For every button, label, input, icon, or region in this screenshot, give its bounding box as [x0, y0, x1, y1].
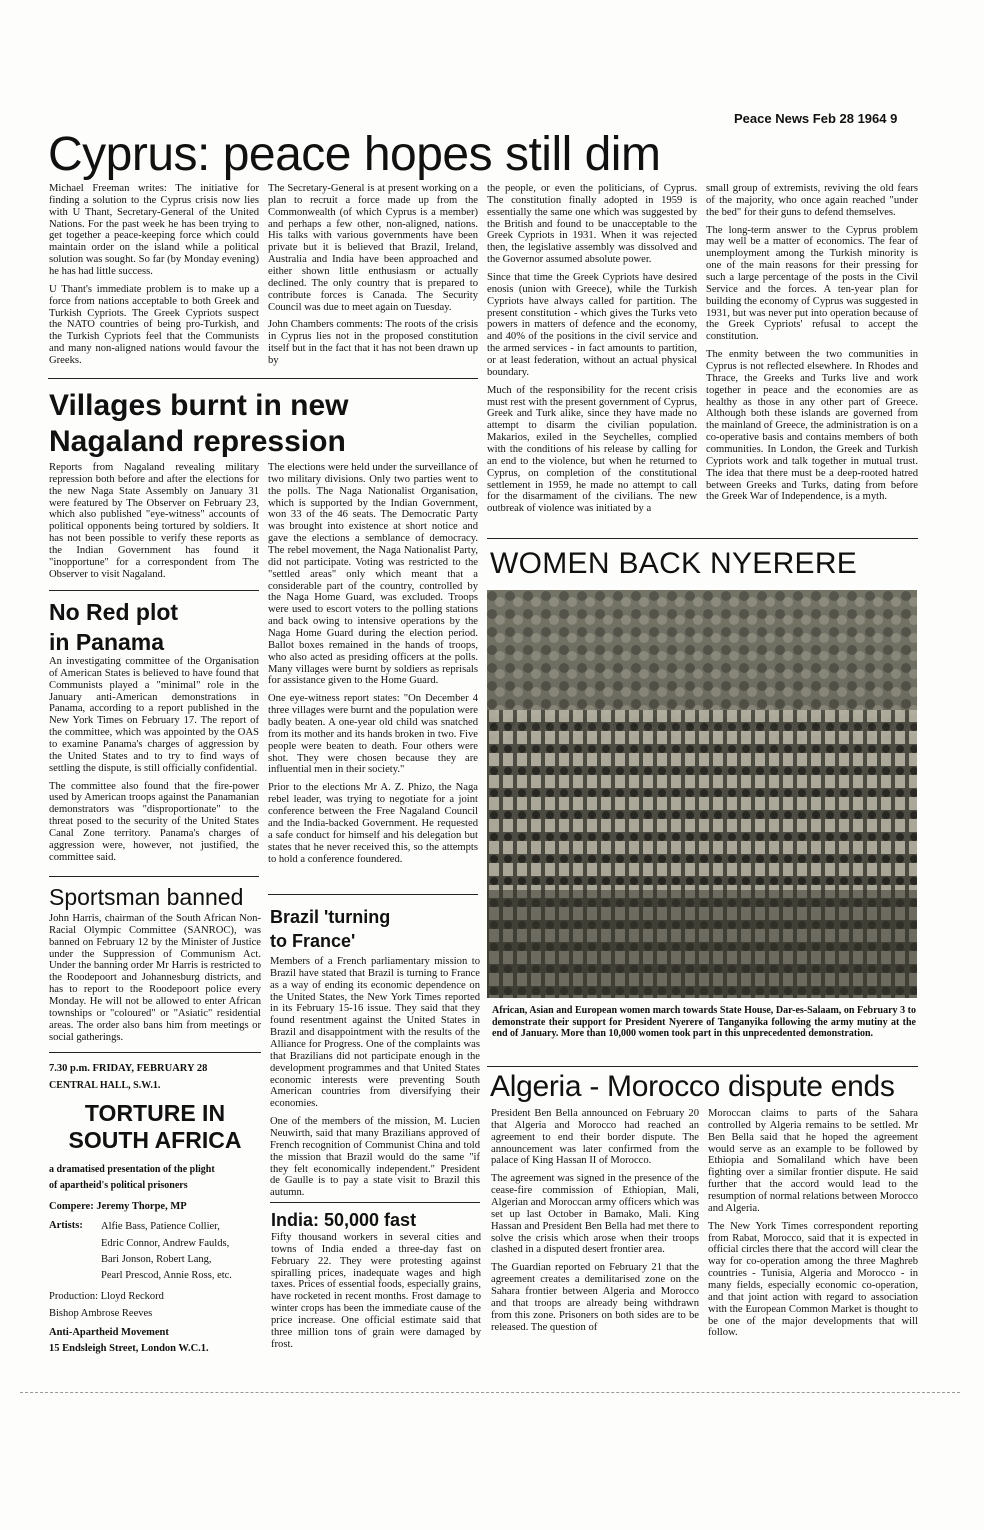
paragraph: John Harris, chairman of the South African Non-Racial Olympic Committee (SANROC), was banned on February 12 by the Minister of Justice under the Suppression of Communism Act. Under the banning order Mr Harris is restricted to the Roodepoort and Johannesburg districts, and has to report to the Roodepoort police every Monday. He will not be allowed to enter African townships or "coloured" or "Asiatic" residential areas. The order also bans him from meetings or social gatherings. — [49, 913, 261, 1043]
paragraph: Reports from Nagaland revealing military repression both before and after the elections for the new Naga State Assembly on January 31 were featured by The Observer on February 23, which also published "eye-witness" accounts of political opponents being tortured by soldiers. It has not been possible to verify these reports as the Indian Government has found it "inopportune" for a correspondent from The Observer to visit Nagaland. — [49, 462, 259, 580]
divider — [268, 894, 478, 895]
nagaland-headline — [49, 388, 349, 460]
event-description-1: a dramatised presentation of the plight — [49, 1163, 215, 1175]
brazil-headline — [270, 905, 390, 954]
paragraph: The elections were held under the surveillance of two military divisions. Only two parties went to the polls. The Naga Nationalist Organisation, which is supported by the Indian Government, won 33 of the 46 seats. The Democratic Party was brought into existence at short notice and gave the elections a semblance of democracy. The rebel movement, the Naga Nationalist Party, did not participate. Voting was restricted to the "settled areas" only which meant that a considerable part of the country, controlled by the Naga Home Guard, was excluded. Troops were used to escort voters to the polling stations and back owing to intensive operations by the Naga Home Guard during the election period. Ballot boxes remained in the hands of troops, who also acted as presiding officers at the polls. Many villages were burnt by soldiers as reprisals for assistance given to the Home Guard. — [268, 462, 478, 687]
panama-headline-line-1: No Red plot — [49, 599, 179, 625]
artist-line: Alfie Bass, Patience Collier, — [101, 1221, 220, 1233]
compere-label: Compere: — [49, 1200, 94, 1212]
paragraph: The committee also found that the fire-power used by American troops against the Panamanian demonstrators was "disproportionate" to the threat posed to the security of the United States Canal Zone territory. Panama's charges of aggression were, however, not justified, the committee said. — [49, 780, 259, 863]
paragraph: The long-term answer to the Cyprus problem may well be a matter of economics. The fear of unemployment among the Turkish minority is one of the main reasons for their pressing for such a large percentage of the posts in the Civil Service and the forces. A ten-year plan for building the economy of Cyprus was suggested in 1931, but was never put into operation because of the Greek Cypriots' refusal to accept the constitution. — [706, 224, 918, 343]
demonstration-photo — [487, 590, 917, 998]
divider — [49, 876, 259, 877]
compere-name: Jeremy Thorpe, MP — [96, 1200, 187, 1212]
event-bishop: Bishop Ambrose Reeves — [49, 1307, 153, 1319]
event-venue: CENTRAL HALL, S.W.1. — [49, 1079, 161, 1091]
paragraph: An investigating committee of the Organisation of American States is believed to have found that Communists played a "minimal" role in the January anti-American demonstrations in Panama, according to a report published in the New York Times on February 17. The report of the committee, which was appointed by the OAS to examine Panama's charges of aggression by the United States and to try to find ways of settling the dispute, is still officially confidential. — [49, 656, 259, 774]
artist-line: Bari Jonson, Robert Lang, — [101, 1253, 212, 1265]
sportsman-headline: Sportsman banned — [49, 884, 244, 910]
brazil-headline-line-2: to France' — [270, 931, 356, 952]
algeria-column-1 — [491, 1108, 699, 1345]
paragraph: President Ben Bella announced on February 20 that Algeria and Morocco had reached an agreement to end their border dispute. The announcement was later confirmed from the palace of King Hassan II of Morocco. — [491, 1108, 699, 1167]
algeria-headline: Algeria - Morocco dispute ends — [490, 1070, 895, 1103]
paragraph: Much of the responsibility for the recent crisis must rest with the present government of Cyprus, Greek and Turk alike, since they have made no attempt to disarm the civilian population. Makarios, exiled in the Seychelles, complied with the conditions of his release by calling for an end to the violence, but when he returned to Cyprus, on completion of the constitutional settlement in 1959, he made no attempt to call for the disarmament of the civilians. The new outbreak of violence was initiated by a — [487, 384, 697, 515]
page-bottom-rule — [20, 1392, 960, 1393]
nagaland-column-2 — [268, 462, 478, 886]
panama-headline — [49, 598, 178, 658]
masthead: Peace News Feb 28 1964 9 — [734, 111, 898, 126]
event-title-line-2: SOUTH AFRICA — [68, 1126, 242, 1153]
paragraph: Moroccan claims to parts of the Sahara controlled by Algeria remains to be settled. Mr Ben Bella said that he hoped the agreement would serve as an example to be followed by Ethiopia and Somaliland which have been fighting over a similar frontier dispute. He said further that the accord would lead to the resumption of normal relations between Morocco and Algeria. — [708, 1108, 918, 1214]
event-time: 7.30 p.m. FRIDAY, FEBRUARY 28 — [49, 1063, 208, 1074]
paragraph: The Secretary-General is at present working on a plan to recruit a force made up from the Commonwealth (of which Cyprus is a member) and perhaps a few other, non-aligned, nations. His talks with various governments have been private but it is believed that Brazil, Ireland, Australia and India have been approached and either shown little enthusiasm or actually declined. The only country that is prepared to contribute forces is Canada. The Security Council was due to meet again on Tuesday. — [268, 183, 478, 313]
paragraph: One eye-witness report states: "On December 4 three villages were burnt and the population were badly beaten. A one-year old child was snatched from its mother and its hands broken in two. Five people were beaten to death. Four others were shot. They were chosen because they are influential men in their society." — [268, 693, 478, 776]
event-production: Production: Lloyd Reckord — [49, 1291, 164, 1303]
cyprus-column-1 — [49, 183, 259, 373]
paragraph: Fifty thousand workers in several cities and towns of India ended a three-day fast on February 22. They were protesting against spiralling prices, inadequate wages and high taxes. Prices of essential foods, especially grains, have rocketed in recent months. Frost damage to winter crops has been the immediate cause of the price increase. One official estimate said that three million tons of grain were damaged by frost. — [271, 1232, 481, 1350]
india-body — [271, 1232, 481, 1350]
event-compere — [49, 1200, 261, 1214]
artists-list — [101, 1219, 232, 1284]
divider — [49, 590, 259, 591]
photo-caption — [492, 1005, 916, 1040]
paragraph: The enmity between the two communities in Cyprus is not reflected elsewhere. In Rhodes and Thrace, the Greeks and Turks live and work together in peace and the economies are as healthy as those in any other part of Greece. Although both these islands are governed from the mainland of Greece, the administration is on a co-operative basis and contains members of both communities. In London, the Greek and Turkish Cypriots work and talk together in mutual trust. The idea that there must be a deep-rooted hatred between Greeks and Turks, dating from before the Greek War of Independence, is a myth. — [706, 349, 918, 503]
divider — [49, 1052, 261, 1053]
panama-body — [49, 656, 259, 871]
paragraph: Prior to the elections Mr A. Z. Phizo, the Naga rebel leader, was trying to negotiate for a joint conference between the Free Nagaland Council and the India-backed Government. He requested a safe conduct for himself and his delegation but states that he never received this, so the attempts to hold a conference foundered. — [268, 782, 478, 865]
brazil-body — [270, 956, 480, 1198]
cyprus-column-4 — [706, 183, 918, 533]
paragraph: Members of a French parliamentary mission to Brazil have stated that Brazil is turning to France as a way of ending its economic dependence on the United States, the New York Times reported in its February 15-16 issue. They said that they found resentment against the United States in Brazil and disappointment with the results of the Alliance for Progress. One of the complaints was that Brazilians did not participate enough in the development programmes and that United States economic interests were preventing South American countries from diversifying their economies. — [270, 956, 480, 1110]
paragraph: The agreement was signed in the presence of the cease-fire commission of Ethiopian, Mali, Algerian and Moroccan army officers which was set up last October in Bamako, Mali. King Hassan and President Ben Bella had met there to solve the crisis which arose when their troops clashed in a disputed desert frontier area. — [491, 1173, 699, 1256]
divider — [48, 378, 478, 379]
event-address: 15 Endsleigh Street, London W.C.1. — [49, 1343, 209, 1355]
marching-women-photo-art — [487, 590, 917, 998]
nagaland-column-1 — [49, 462, 259, 587]
algeria-column-2 — [708, 1108, 918, 1345]
caption-text: African, Asian and European women march towards State House, Dar-es-Salaam, on February 3 to demonstrate their support for President Nyerere of Tanganyika following the army mutiny at the end of January. More than 10,000 women took part in this unprecedented demonstration. — [492, 1005, 916, 1039]
paragraph: U Thant's immediate problem is to make up a force from nations acceptable to both Greek and Turkish Cypriots. The Greek Cypriots suspect the NATO countries of being pro-Turkish, and the Turkish Cypriots feel that the Communists and many non-aligned nations would favour the Greeks. — [49, 283, 259, 367]
paragraph: The Guardian reported on February 21 that the agreement creates a demilitarised zone on the Sahara frontier between Algeria and Morocco and that troops are already being withdrawn from this zone. Prisoners on both sides are to be released. The question of — [491, 1262, 699, 1333]
event-organisation: Anti-Apartheid Movement — [49, 1326, 169, 1338]
paragraph: One of the members of the mission, M. Lucien Neuwirth, said that many Brazilians approved of French recognition of Communist China and told the mission that Brazil would do the same "if they felt economically independent." President de Gaulle is to pay a state visit to Brazil this autumn. — [270, 1116, 480, 1199]
cyprus-column-3 — [487, 183, 697, 533]
paragraph: Since that time the Greek Cypriots have desired enosis (union with Greece), while the Turkish Cypriots have always called for partition. The present constitution - which gives the Turks veto powers in matters of defence and the economy, and 40% of the positions in the civil service and the armed services - in fact amounts to partition, or at least federation, without an actual physical boundary. — [487, 272, 697, 378]
paragraph: The New York Times correspondent reporting from Rabat, Morocco, said that it is expected in official circles there that the accord will clear the way for co-operation among the three Maghreb countries - Tunisia, Algeria and Morocco - in many fields, especially economic co-operation, and that joint action with regard to association with the European Common Market is thought to be one of the major developments that will follow. — [708, 1220, 918, 1339]
cyprus-headline: Cyprus: peace hopes still dim — [48, 128, 661, 181]
divider — [487, 1066, 918, 1067]
paragraph: John Chambers comments: The roots of the crisis in Cyprus lies not in the proposed constitution itself but in the fact that it has not been drawn up by — [268, 319, 478, 367]
india-headline: India: 50,000 fast — [271, 1210, 417, 1230]
nyerere-headline: WOMEN BACK NYERERE — [490, 547, 858, 580]
artists-label: Artists: — [49, 1220, 83, 1232]
cyprus-column-2 — [268, 183, 478, 373]
nagaland-headline-line-2: Nagaland repression — [49, 425, 346, 458]
sportsman-body — [49, 913, 261, 1047]
paragraph: Michael Freeman writes: The initiative for finding a solution to the Cyprus crisis now lies with U Thant, Secretary-General of the United Nations. For the past week he has been trying to get together a peace-keeping force which could maintain order on the island while a political solution was sought. So far (by Monday evening) he has had little success. — [49, 183, 259, 278]
divider — [487, 538, 918, 539]
panama-headline-line-2: in Panama — [49, 628, 165, 655]
event-artists — [49, 1219, 261, 1284]
paragraph: small group of extremists, reviving the old fears of the majority, who once again reached "under the bed" for their guns to defend themselves. — [706, 183, 918, 218]
event-title-line-1: TORTURE IN — [84, 1099, 226, 1126]
artist-line: Pearl Prescod, Annie Ross, etc. — [101, 1270, 232, 1282]
brazil-headline-line-1: Brazil 'turning — [270, 907, 391, 927]
divider — [270, 1202, 480, 1203]
artist-line: Edric Connor, Andrew Faulds, — [101, 1237, 230, 1249]
event-advertisement — [49, 1062, 261, 1357]
paragraph: the people, or even the politicians, of Cyprus. The constitution finally adopted in 1959 is essentially the same one which was suggested by the British and found to be unacceptable to the Greek Cypriots in 1931. When it was rejected then, the legislative assembly was dissolved and the Governor assumed absolute power. — [487, 183, 697, 266]
nagaland-headline-line-1: Villages burnt in new — [49, 389, 349, 422]
event-description-2: of apartheid's political prisoners — [49, 1179, 188, 1191]
